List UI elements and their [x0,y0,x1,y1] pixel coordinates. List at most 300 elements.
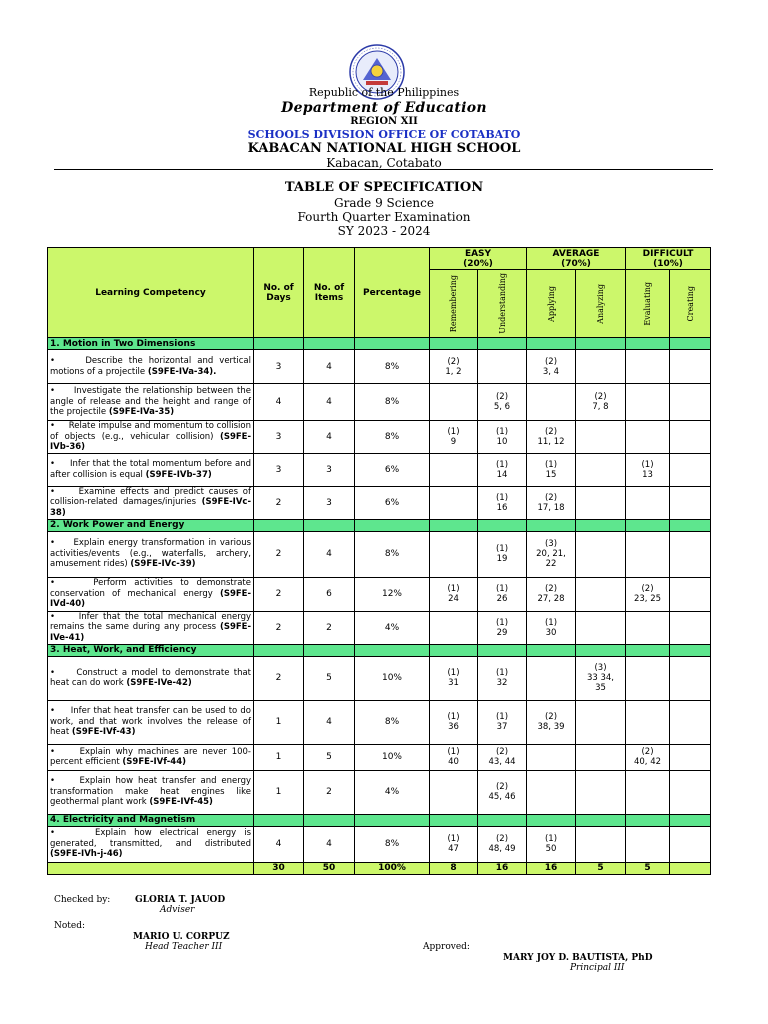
section-filler-cell [626,814,670,826]
competency-code: (S9FE-IVe-42) [126,678,192,688]
item-cell-und [478,486,527,519]
division-text: SCHOOLS DIVISION OFFICE OF COTABATO [247,128,521,141]
item-cell-app [527,700,576,744]
col-analyzing: Analyzing [576,270,626,338]
col-percentage: Percentage [355,248,430,338]
col-competency: Learning Competency [48,248,254,338]
item-line: 48, 49 [488,844,516,854]
section-filler-cell [304,338,355,350]
table-row [48,700,711,744]
item-line: 23, 25 [633,594,662,604]
section-filler-cell [254,338,304,350]
item-cell-und [478,826,527,862]
item-cell-eva [626,656,670,700]
competency-code: (S9FE-IVe-41) [50,622,251,643]
competency-code: (S9FE-IVb-37) [145,469,212,480]
percentage-cell: 8% [355,700,430,744]
total-ana: 5 [576,862,626,874]
item-cell-rem [430,531,478,577]
days-cell: 2 [254,577,304,611]
republic-text: Republic of the Philippines [308,86,460,99]
section-filler-cell [430,814,478,826]
days-cell: 3 [254,453,304,486]
items-cell: 4 [304,700,355,744]
days-cell: 2 [254,611,304,644]
item-line: (3) [594,663,607,673]
section-filler-cell [527,338,576,350]
items-cell: 6 [304,577,355,611]
days-cell: 2 [254,656,304,700]
item-cell-rem [430,384,478,421]
items-cell: 4 [304,421,355,454]
items-cell: 5 [304,744,355,770]
competency-cell: • Examine effects and predict causes of collision-related damages/injuries (S9FE-IVc-38) [48,486,254,519]
table-row [48,577,711,611]
col-items: No. of Items [304,248,355,338]
item-line: (2) [641,747,654,757]
item-cell-cre [670,656,711,700]
item-cell-app [527,577,576,611]
col-days: No. of Days [254,248,304,338]
item-cell-rem [430,700,478,744]
percentage-cell: 6% [355,453,430,486]
item-cell-app [527,421,576,454]
item-cell-ana [576,384,626,421]
competency-text: Construct a model to demonstrate that heat can do work [50,667,251,688]
item-line: (2) [594,392,607,402]
percentage-cell: 8% [355,350,430,384]
item-cell-app [527,531,576,577]
checked-by-title: Adviser [160,905,195,915]
section-filler-cell [626,519,670,531]
table-row [48,656,711,700]
days-cell: 2 [254,531,304,577]
item-cell-rem [430,826,478,862]
item-cell-eva [626,826,670,862]
section-filler-cell [304,644,355,656]
col-average [527,248,626,270]
noted-label: Noted: [54,921,86,931]
item-line: 3, 4 [542,366,560,377]
competency-text: Explain how heat transfer and energy transformation make heat engines like geothermal plant work [50,776,251,808]
item-cell-cre [670,421,711,454]
noted-name: MARIO U. CORPUZ [133,932,230,942]
competency-text: Infer that heat transfer can be used to do work, and that work involves the release of heat [50,706,251,738]
item-cell-rem [430,453,478,486]
easy-label: EASY [464,248,492,259]
section-filler-cell [355,519,430,531]
item-cell-eva [626,421,670,454]
item-cell-app [527,350,576,384]
item-cell-rem [430,744,478,770]
table-row [48,486,711,519]
col-creating: Creating [670,270,711,338]
section-title: 1. Motion in Two Dimensions [48,338,254,350]
competency-code: (S9FE-IVb-36) [50,431,251,452]
item-line: 40, 42 [633,757,662,767]
section-filler-cell [355,814,430,826]
percentage-cell: 6% [355,486,430,519]
section-filler-cell [478,814,527,826]
item-line: (1) [447,426,460,437]
section-filler-cell [670,814,711,826]
item-cell-cre [670,826,711,862]
item-line: (1) [544,459,558,470]
item-line: (1) [495,584,509,594]
specification-table [47,247,711,875]
item-line: 11, 12 [537,436,565,447]
item-cell-rem [430,611,478,644]
competency-code: (S9FE-IVf-44) [122,757,186,767]
section-filler-cell [254,814,304,826]
section-row [48,814,711,826]
item-cell-ana [576,611,626,644]
competency-code: (S9FE-IVc-38) [50,497,251,518]
item-line: (2) [544,584,558,594]
item-line: (1) [447,747,460,757]
items-cell: 4 [304,350,355,384]
item-cell-cre [670,770,711,814]
item-line: 31 [448,678,459,688]
section-filler-cell [478,519,527,531]
col-easy [430,248,527,270]
item-line: 30 [545,627,557,638]
item-line: (2) [495,392,509,402]
section-filler-cell [626,338,670,350]
item-line: (1) [495,617,509,628]
col-difficult [626,248,711,270]
item-line: 27, 28 [537,594,565,604]
section-filler-cell [670,338,711,350]
competency-cell: • Explain how heat transfer and energy transformation make heat engines like geothermal plant work (S9FE-IVf-45) [48,770,254,814]
competency-text: Investigate the relationship between the angle of release and the height and range of the projectile [50,386,251,418]
item-line: (2) [544,712,558,722]
checked-by-name: GLORIA T. JAUOD [135,895,226,905]
easy-pct: (20%) [463,258,493,269]
section-row [48,519,711,531]
item-cell-rem [430,350,478,384]
total-cre [670,862,711,874]
competency-code: (S9FE-IVf-45) [149,797,213,808]
item-line: 16 [496,502,508,513]
section-filler-cell [254,644,304,656]
item-line: (2) [544,356,558,367]
percentage-cell: 8% [355,421,430,454]
item-line: 10 [496,436,508,447]
item-cell-app [527,453,576,486]
item-line: (2) [544,426,558,437]
percentage-cell: 8% [355,384,430,421]
item-cell-cre [670,611,711,644]
competency-cell: • Infer that the total mechanical energy remains the same during any process (S9FE-IVe-41) [48,611,254,644]
days-cell: 4 [254,384,304,421]
item-cell-cre [670,531,711,577]
item-cell-und [478,656,527,700]
header-divider [54,169,713,170]
section-filler-cell [527,519,576,531]
section-filler-cell [430,519,478,531]
days-cell: 4 [254,826,304,862]
item-cell-und [478,700,527,744]
section-filler-cell [304,519,355,531]
table-row [48,421,711,454]
item-cell-ana [576,826,626,862]
total-app: 16 [527,862,576,874]
item-line: (3) [544,539,558,549]
item-cell-ana [576,577,626,611]
item-line: 37 [496,722,508,732]
total-und: 16 [478,862,527,874]
item-cell-rem [430,770,478,814]
items-cell: 2 [304,611,355,644]
item-line: (1) [447,584,460,594]
item-line: (1) [447,834,460,844]
department-text: Department of Education [281,100,487,116]
item-cell-app [527,384,576,421]
item-cell-ana [576,656,626,700]
competency-cell: • Construct a model to demonstrate that heat can do work (S9FE-IVe-42) [48,656,254,700]
section-row [48,644,711,656]
item-line: 26 [496,594,508,604]
exam-text: Fourth Quarter Examination [297,210,471,224]
section-title: 2. Work Power and Energy [48,519,254,531]
competency-cell: • Infer that heat transfer can be used to do work, and that work involves the release of heat (S9FE-IVf-43) [48,700,254,744]
item-cell-und [478,744,527,770]
item-cell-app [527,656,576,700]
competency-code: (S9FE-IVh-j-46) [50,849,123,860]
competency-text: Explain energy transformation in various activities/events (e.g., waterfalls, archery, amusement rides) [50,538,252,570]
item-line: 20, 21, [536,549,566,559]
item-line: 29 [496,627,508,638]
difficult-label: DIFFICULT [642,248,694,259]
item-cell-ana [576,421,626,454]
table-row [48,350,711,384]
section-filler-cell [527,814,576,826]
competency-text: Relate impulse and momentum to collision of objects (e.g., vehicular collision) [50,421,251,442]
percentage-cell: 8% [355,826,430,862]
table-row [48,744,711,770]
page-title: TABLE OF SPECIFICATION [284,180,484,195]
region-text: REGION XII [350,116,418,127]
item-line: (1) [495,459,509,470]
competency-cell: • Perform activities to demonstrate conservation of mechanical energy (S9FE-IVd-40) [48,577,254,611]
item-cell-cre [670,453,711,486]
item-line: (2) [495,834,509,844]
item-line: 1, 2 [445,366,462,377]
approved-title: Principal III [570,963,625,973]
section-filler-cell [670,644,711,656]
item-line: 15 [545,469,557,480]
item-cell-eva [626,486,670,519]
item-line: 24 [448,594,459,604]
total-days: 30 [254,862,304,874]
days-cell: 3 [254,421,304,454]
total-pct: 100% [355,862,430,874]
competency-cell: • Infer that the total momentum before and after collision is equal (S9FE-IVb-37) [48,453,254,486]
item-cell-eva [626,350,670,384]
percentage-cell: 4% [355,770,430,814]
totals-label-cell [48,862,254,874]
section-filler-cell [430,644,478,656]
competency-code: (S9FE-IVf-43) [71,727,136,738]
days-cell: 2 [254,486,304,519]
approved-label: Approved: [423,942,470,952]
noted-title: Head Teacher III [145,942,223,952]
approved-name: MARY JOY D. BAUTISTA, PhD [503,953,653,963]
items-cell: 3 [304,453,355,486]
section-filler-cell [576,519,626,531]
item-cell-und [478,770,527,814]
competency-code: (S9FE-IVa-35) [108,407,175,418]
days-cell: 3 [254,350,304,384]
section-filler-cell [626,644,670,656]
competency-cell: • Explain energy transformation in various activities/events (e.g., waterfalls, archery, amusement rides) (S9FE-IVc-39) [48,531,254,577]
competency-cell: • Investigate the relationship between the angle of release and the height and range of the projectile (S9FE-IVa-35) [48,384,254,421]
competency-text: Examine effects and predict causes of collision-related damages/injuries [50,486,251,508]
item-cell-eva [626,453,670,486]
section-filler-cell [430,338,478,350]
table-body [48,338,711,875]
item-cell-ana [576,744,626,770]
col-remembering: Remembering [430,270,478,338]
checked-by-label: Checked by: [54,895,111,905]
item-cell-app [527,486,576,519]
difficult-pct: (10%) [653,258,683,269]
item-cell-app [527,744,576,770]
item-cell-app [527,611,576,644]
days-cell: 1 [254,700,304,744]
item-cell-und [478,421,527,454]
item-line: (2) [544,492,558,503]
item-line: 5, 6 [493,402,511,412]
item-cell-cre [670,384,711,421]
section-title: 3. Heat, Work, and Efficiency [48,644,254,656]
competency-code: (S9FE-IVc-39) [130,559,196,570]
percentage-cell: 8% [355,531,430,577]
item-cell-rem [430,577,478,611]
item-line: (1) [495,544,509,554]
average-pct: (70%) [561,258,591,269]
item-line: 36 [448,722,459,732]
item-cell-cre [670,744,711,770]
item-line: 7, 8 [592,402,609,412]
item-line: 14 [496,469,508,480]
item-cell-rem [430,421,478,454]
item-line: 22 [545,559,557,569]
section-filler-cell [576,338,626,350]
item-line: 45, 46 [488,792,516,802]
items-cell: 5 [304,656,355,700]
col-applying: Applying [527,270,576,338]
item-line: 32 [496,678,508,688]
item-line: (2) [447,356,460,367]
competency-text: Perform activities to demonstrate conservation of mechanical energy [50,578,251,599]
section-filler-cell [355,338,430,350]
table-row [48,531,711,577]
competency-text: Infer that the total mechanical energy remains the same during any process [50,611,251,633]
total-eva: 5 [626,862,670,874]
section-row [48,338,711,350]
table-row [48,770,711,814]
item-cell-rem [430,656,478,700]
item-line: (1) [495,426,509,437]
item-cell-eva [626,531,670,577]
percentage-cell: 10% [355,656,430,700]
competency-code: (S9FE-IVa-34). [147,366,217,377]
item-cell-app [527,770,576,814]
school-name: KABACAN NATIONAL HIGH SCHOOL [247,141,521,156]
item-cell-rem [430,486,478,519]
col-understanding: Understanding [478,270,527,338]
school-year-text: SY 2023 - 2024 [337,224,431,238]
item-cell-ana [576,531,626,577]
table-row [48,453,711,486]
percentage-cell: 12% [355,577,430,611]
item-line: 17, 18 [537,502,565,513]
percentage-cell: 4% [355,611,430,644]
item-cell-eva [626,700,670,744]
item-line: (1) [447,712,460,722]
section-filler-cell [576,644,626,656]
item-cell-und [478,611,527,644]
item-line: 9 [450,436,457,447]
item-cell-eva [626,384,670,421]
item-cell-und [478,531,527,577]
item-line: 33 34, [586,673,615,683]
competency-text: Explain why machines are never 100-percent efficient [50,746,251,767]
item-line: 19 [496,554,508,564]
competency-text: Explain how electrical energy is generated, transmitted, and distributed [50,828,251,849]
item-line: 40 [448,757,459,767]
item-cell-ana [576,700,626,744]
item-line: 38, 39 [537,722,565,732]
item-line: 50 [545,844,557,854]
item-line: 43, 44 [488,757,516,767]
competency-cell: • Explain how electrical energy is generated, transmitted, and distributed (S9FE-IVh-j-46) [48,826,254,862]
average-label: AVERAGE [552,248,600,259]
items-cell: 2 [304,770,355,814]
item-line: (1) [447,668,460,678]
items-cell: 4 [304,531,355,577]
days-cell: 1 [254,770,304,814]
competency-cell: • Relate impulse and momentum to collision of objects (e.g., vehicular collision) (S9FE-IVb-36) [48,421,254,454]
section-filler-cell [478,338,527,350]
section-filler-cell [355,644,430,656]
section-filler-cell [576,814,626,826]
item-line: 13 [642,469,653,480]
school-location: Kabacan, Cotabato [326,156,442,170]
days-cell: 1 [254,744,304,770]
item-line: (2) [641,584,654,594]
items-cell: 3 [304,486,355,519]
section-filler-cell [254,519,304,531]
item-line: (1) [495,668,509,678]
total-items: 50 [304,862,355,874]
table-row [48,826,711,862]
totals-row [48,862,711,874]
item-cell-eva [626,577,670,611]
competency-text: Infer that the total momentum before and after collision is equal [50,459,251,480]
percentage-cell: 10% [355,744,430,770]
item-cell-und [478,577,527,611]
item-line: (1) [495,492,509,503]
competency-code: (S9FE-IVd-40) [50,588,252,610]
competency-cell: • Describe the horizontal and vertical motions of a projectile (S9FE-IVa-34). [48,350,254,384]
section-filler-cell [478,644,527,656]
item-cell-ana [576,486,626,519]
items-cell: 4 [304,826,355,862]
item-cell-app [527,826,576,862]
